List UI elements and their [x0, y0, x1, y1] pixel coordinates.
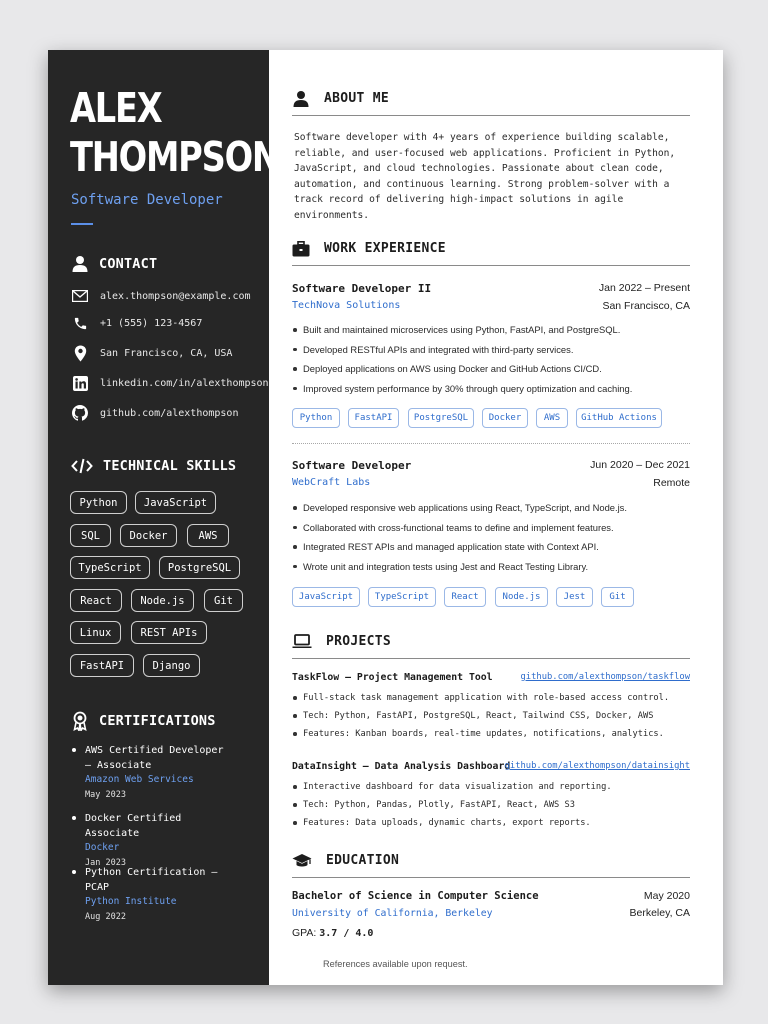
school-name: University of California, Berkeley	[292, 908, 493, 919]
job-company: TechNova Solutions	[292, 300, 401, 311]
skill-tag: TypeScript	[70, 556, 150, 579]
graduation-cap-icon	[292, 853, 312, 869]
education-heading-label: EDUCATION	[326, 853, 400, 868]
candidate-name	[70, 84, 279, 182]
bullet	[72, 870, 76, 874]
contact-heading	[71, 255, 157, 273]
certification-name: AWS Certified Developer – Associate	[85, 745, 224, 771]
list-item: Wrote unit and integration tests using Jest and React Testing Library.	[292, 557, 702, 577]
person-icon	[292, 90, 310, 108]
about-text: Software developer with 4+ years of experience building scalable, reliable, and user-focused web applications. Proficient in Python, JavaScript, and cloud technologies. Passionate about clean code, automation, and continuous learning. Strong problem-solver with a track record of delivering high-impact solutions in agile environments.	[294, 132, 676, 221]
list-item: Interactive dashboard for data visualization and reporting.	[292, 778, 702, 796]
list-item: Built and maintained microservices using Python, FastAPI, and PostgreSQL.	[292, 320, 702, 340]
skill-tag: REST APIs	[131, 621, 207, 644]
first-name: ALEX	[70, 84, 162, 132]
briefcase-icon	[292, 241, 310, 257]
job-separator	[292, 443, 690, 444]
education-location: Berkeley, CA	[629, 907, 690, 919]
skill-tag: FastAPI	[70, 654, 134, 677]
contact-github[interactable]	[71, 404, 238, 422]
tech-tag: FastAPI	[348, 408, 399, 428]
gpa-value: 3.7 / 4.0	[319, 928, 374, 939]
phone-text: +1 (555) 123-4567	[100, 317, 203, 329]
job-bullets	[292, 320, 702, 398]
tech-tag: PostgreSQL	[408, 408, 474, 428]
list-item: Full-stack task management application with role-based access control.	[292, 689, 702, 707]
skill-tag: Django	[143, 654, 200, 677]
job-dates: Jun 2020 – Dec 2021	[590, 459, 690, 471]
experience-heading-label: WORK EXPERIENCE	[324, 241, 446, 256]
laptop-icon	[292, 634, 312, 649]
certification-item	[72, 743, 252, 801]
list-item: Improved system performance by 30% through query optimization and caching.	[292, 379, 702, 399]
location-pin-icon	[71, 344, 89, 362]
bullet	[72, 748, 76, 752]
skill-tag: PostgreSQL	[159, 556, 240, 579]
list-item: Features: Kanban boards, real-time updates, notifications, analytics.	[292, 725, 702, 743]
role-underline	[71, 223, 93, 225]
project-title: TaskFlow – Project Management Tool	[292, 672, 493, 683]
phone-icon	[71, 314, 89, 332]
role-title: Software Developer	[71, 192, 223, 208]
gpa-label: GPA:	[292, 927, 317, 939]
skill-tag: Linux	[70, 621, 121, 644]
linkedin-text: linkedin.com/in/alexthompson	[100, 377, 269, 389]
bullet	[72, 816, 76, 820]
about-heading	[292, 90, 690, 116]
last-name: THOMPSON	[70, 133, 279, 181]
list-item: Developed responsive web applications using React, TypeScript, and Node.js.	[292, 498, 702, 518]
list-item: Tech: Python, FastAPI, PostgreSQL, React, Tailwind CSS, Docker, AWS	[292, 707, 702, 725]
skills-heading	[71, 458, 236, 474]
list-item: Deployed applications on AWS using Docker and GitHub Actions CI/CD.	[292, 359, 702, 379]
tech-tag: TypeScript	[368, 587, 436, 607]
projects-heading-label: PROJECTS	[326, 634, 392, 649]
tech-tag: GitHub Actions	[576, 408, 662, 428]
skill-tag: Node.js	[131, 589, 194, 612]
about-heading-label: ABOUT ME	[324, 91, 390, 106]
person-icon	[71, 255, 89, 273]
location-text: San Francisco, CA, USA	[100, 347, 233, 359]
skill-tag: AWS	[187, 524, 229, 547]
project-link[interactable]: github.com/alexthompson/datainsight	[504, 761, 690, 771]
job-title: Software Developer II	[292, 282, 432, 295]
tech-tag: Node.js	[495, 587, 548, 607]
references-note: References available upon request.	[323, 959, 468, 969]
skill-tag: SQL	[70, 524, 111, 547]
tech-tag: AWS	[536, 408, 568, 428]
certification-date: Jan 2023	[85, 858, 126, 868]
degree-title: Bachelor of Science in Computer Science	[292, 890, 539, 902]
list-item: Integrated REST APIs and managed application state with Context API.	[292, 537, 702, 557]
tech-tag: React	[444, 587, 486, 607]
certification-name: Python Certification – PCAP	[85, 867, 218, 893]
skills-heading-label: TECHNICAL SKILLS	[103, 458, 237, 474]
education-heading	[292, 852, 690, 878]
certification-item	[72, 865, 252, 923]
certification-issuer: Docker	[85, 842, 120, 853]
list-item: Features: Data uploads, dynamic charts, export reports.	[292, 814, 702, 832]
experience-heading	[292, 240, 690, 266]
list-item: Tech: Python, Pandas, Plotly, FastAPI, React, AWS S3	[292, 796, 702, 814]
contact-linkedin[interactable]	[71, 374, 269, 392]
job-title: Software Developer	[292, 459, 412, 472]
certification-issuer: Amazon Web Services	[85, 774, 194, 785]
github-text: github.com/alexthompson	[100, 407, 239, 419]
project-title: DataInsight – Data Analysis Dashboard	[292, 761, 511, 772]
contact-email[interactable]	[71, 287, 251, 305]
certification-date: May 2023	[85, 790, 126, 800]
award-icon	[71, 711, 89, 731]
mail-icon	[71, 287, 89, 305]
job-company: WebCraft Labs	[292, 477, 371, 488]
skill-tag: Docker	[120, 524, 177, 547]
education-date: May 2020	[643, 890, 690, 902]
skill-tag: JavaScript	[135, 491, 216, 514]
tech-tag: Python	[292, 408, 340, 428]
certification-date: Aug 2022	[85, 912, 126, 922]
tech-tag: Jest	[556, 587, 593, 607]
skill-tag: React	[70, 589, 122, 612]
certifications-heading-label: CERTIFICATIONS	[99, 713, 216, 729]
resume-page	[48, 50, 723, 985]
linkedin-icon	[71, 374, 89, 392]
main-content	[269, 50, 723, 985]
certification-name: Docker Certified Associate	[85, 813, 182, 839]
email-text: alex.thompson@example.com	[100, 290, 251, 302]
job-bullets	[292, 498, 702, 576]
list-item: Developed RESTful APIs and integrated with third-party services.	[292, 340, 702, 360]
certifications-heading	[71, 711, 216, 731]
certification-item	[72, 811, 252, 869]
gpa	[292, 927, 373, 939]
skill-tag: Python	[70, 491, 127, 514]
tech-tag: JavaScript	[292, 587, 360, 607]
sidebar	[48, 50, 279, 985]
projects-heading	[292, 633, 690, 659]
project-bullets	[292, 778, 702, 832]
contact-phone[interactable]	[71, 314, 202, 332]
contact-heading-label: CONTACT	[99, 256, 158, 272]
list-item: Collaborated with cross-functional teams to define and implement features.	[292, 518, 702, 538]
skill-tag: Git	[204, 589, 243, 612]
job-location: Remote	[653, 477, 690, 489]
certification-issuer: Python Institute	[85, 896, 177, 907]
tech-tag: Docker	[482, 408, 528, 428]
project-bullets	[292, 689, 702, 743]
job-location: San Francisco, CA	[602, 300, 690, 312]
github-icon	[71, 404, 89, 422]
contact-location	[71, 344, 232, 362]
job-dates: Jan 2022 – Present	[598, 282, 690, 294]
code-icon	[71, 458, 93, 474]
project-link[interactable]: github.com/alexthompson/taskflow	[520, 672, 690, 682]
tech-tag: Git	[601, 587, 634, 607]
